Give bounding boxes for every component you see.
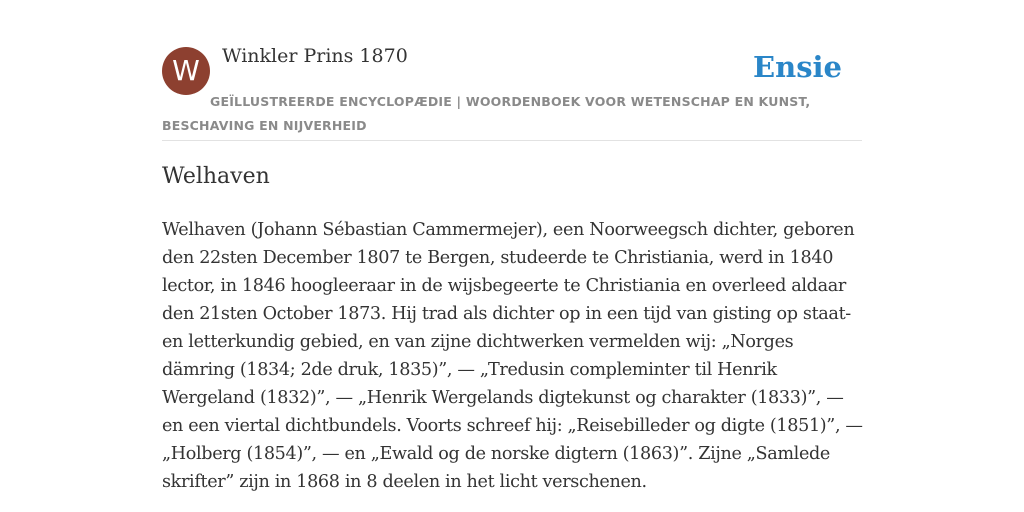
page-title: Welhaven — [162, 164, 270, 189]
avatar[interactable]: W — [162, 47, 210, 95]
source-subtitle: GEÏLLUSTREERDE ENCYCLOPÆDIE | WOORDENBOEK VOOR WETENSCHAP EN KUNST, BESCHAVING EN NIJVERHEID — [162, 94, 811, 133]
article-body: Welhaven (Johann Sébastian Cammermejer), een Noorweegsch dichter, geboren den 22sten December 1807 te Bergen, studeerde te Christiania, werd in 1840 lector, in 1846 hoogleeraar in de wijsbegeerte te Christiania en overleed aldaar den 21sten October 1873. Hij trad als dichter op in een tijd van gisting op staat- en letterkundig gebied, en van zijne dichtwerken vermelden wij: „Norges dämring (1834; 2de druk, 1835)”, — „Tredusin compleminter til Henrik Wergeland (1832)”, — „Henrik Wergelands digtekunst og charakter (1833)”, — en een viertal dichtbundels. Voorts schreef hij: „Reisebilleder og digte (1851)”, — „Holberg (1854)”, — en „Ewald og de norske digtern (1863)”. Zijne „Samlede skrifter” zijn in 1868 in 8 deelen in het licht verschenen. — [162, 220, 863, 492]
source-title[interactable]: Winkler Prins 1870 — [222, 45, 408, 67]
page — [162, 0, 863, 492]
brand-logo[interactable]: Ensie — [753, 50, 842, 84]
header — [162, 0, 862, 141]
